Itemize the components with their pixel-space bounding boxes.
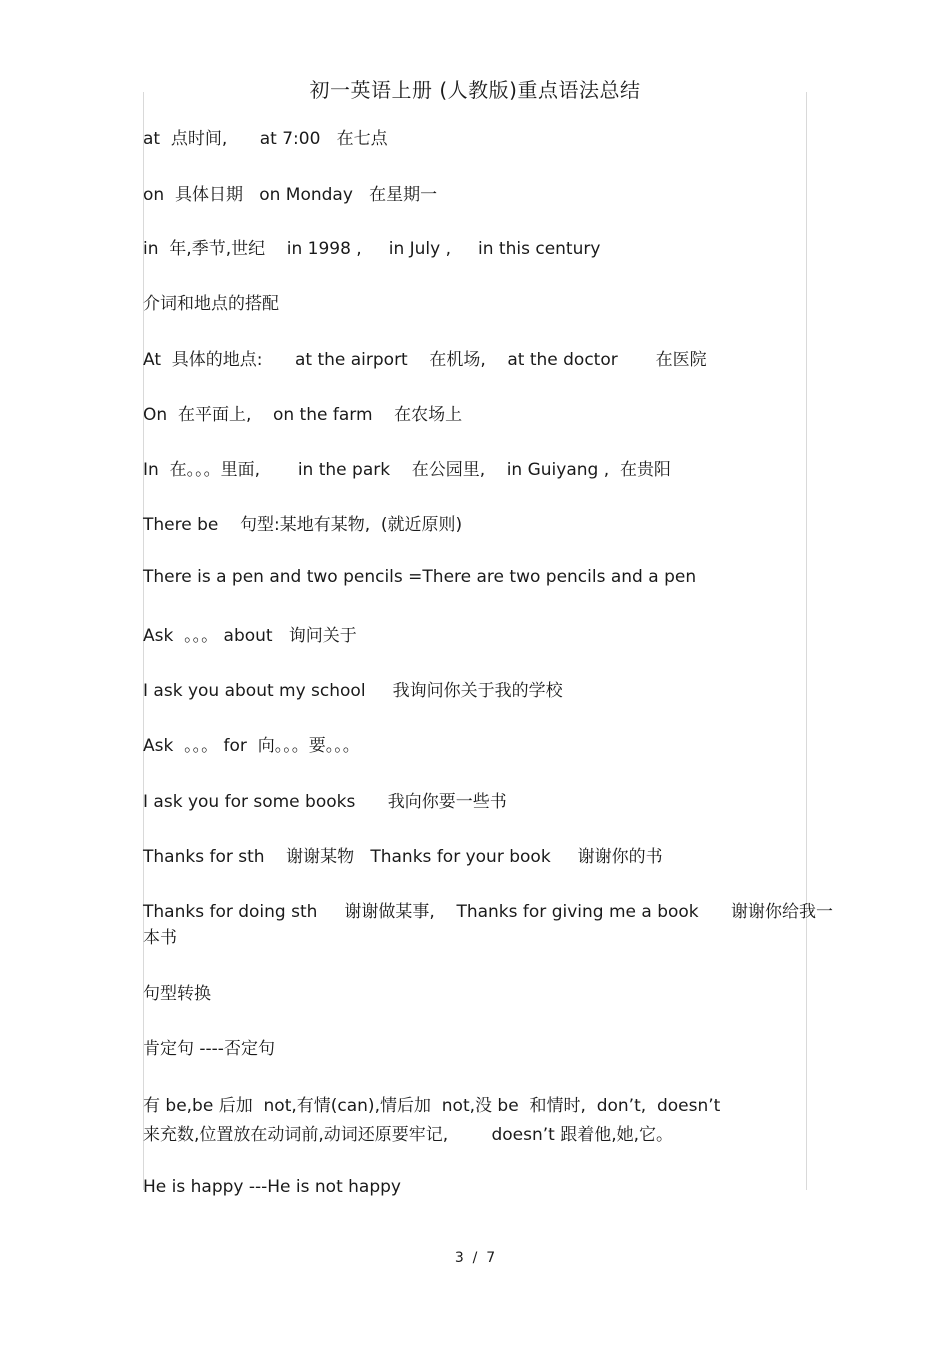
text-line: at 点时间, at 7:00 在七点 (143, 129, 388, 149)
text-line: In 在。。。里面, in the park 在公园里, in Guiyang , 在贵阳 (143, 460, 671, 480)
text-line: Thanks for sth 谢谢某物 Thanks for your book 谢谢你的书 (143, 847, 663, 867)
text-line: 有 be,be 后加 not,有情(can),情后加 not,没 be 和情时, don’t, doesn’t (143, 1096, 721, 1116)
text-line: 本书 (143, 928, 177, 948)
text-line: 句型转换 (143, 984, 211, 1004)
text-line: At 具体的地点: at the airport 在机场, at the doctor 在医院 (143, 350, 707, 370)
text-line: I ask you about my school 我询问你关于我的学校 (143, 681, 563, 701)
text-line: Thanks for doing sth 谢谢做某事, Thanks for giving me a book 谢谢你给我一 (143, 902, 834, 922)
text-line: There be 句型:某地有某物, (就近原则) (143, 515, 463, 535)
text-line: On 在平面上, on the farm 在农场上 (143, 405, 463, 425)
text-line: I ask you for some books 我向你要一些书 (143, 792, 507, 812)
text-line: Ask 。。。 about 询问关于 (143, 626, 357, 646)
text-line: Ask 。。。 for 向。。。要。。。 (143, 736, 360, 756)
document-title: 初一英语上册 (人教版)重点语法总结 (309, 78, 641, 102)
text-line: on 具体日期 on Monday 在星期一 (143, 185, 438, 205)
right-margin-line (806, 92, 807, 1190)
page-number: 3 / 7 (454, 1250, 496, 1266)
text-line: 来充数,位置放在动词前,动词还原要牢记, doesn’t 跟着他,她,它。 (143, 1125, 674, 1145)
text-line: He is happy ---He is not happy (143, 1177, 401, 1197)
text-line: in 年,季节,世纪 in 1998 , in July , in this century (143, 239, 601, 259)
text-line: There is a pen and two pencils =There are two pencils and a pen (143, 567, 697, 587)
text-line: 肯定句 ----否定句 (143, 1039, 275, 1059)
text-line: 介词和地点的搭配 (143, 294, 279, 314)
